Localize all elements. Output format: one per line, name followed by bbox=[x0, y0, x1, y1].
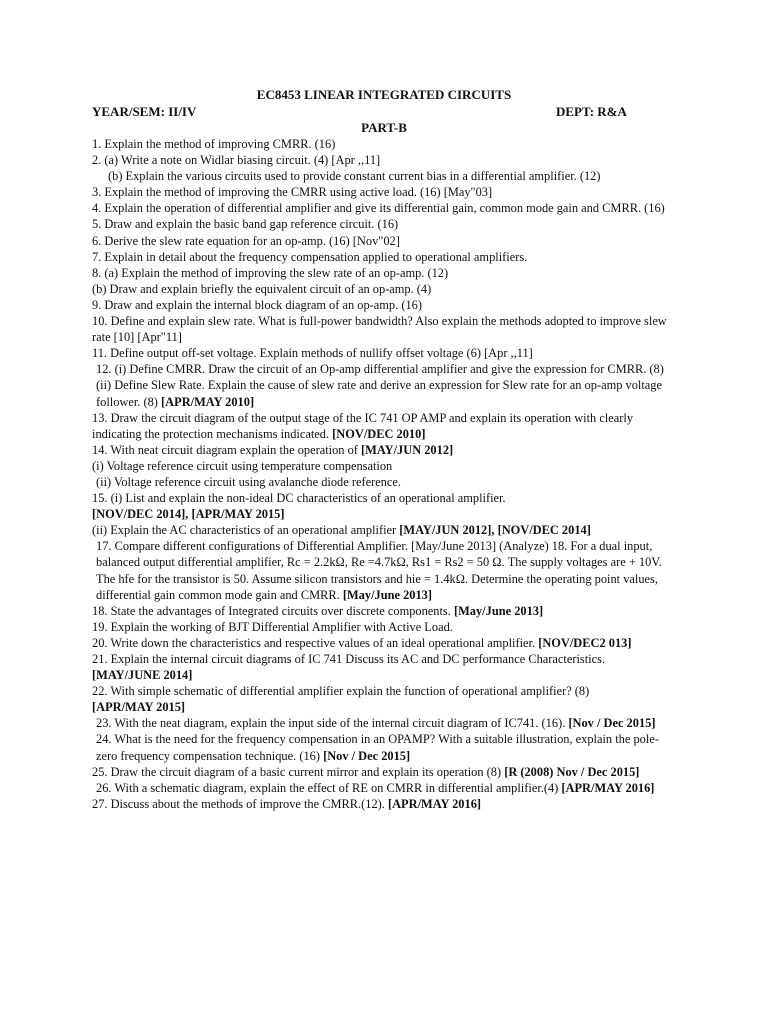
question-item: 8. (a) Explain the method of improving the slew rate of an op-amp. (12) bbox=[92, 265, 449, 280]
question-item: 14. With neat circuit diagram explain the operation of [MAY/JUN 2012] bbox=[92, 442, 454, 457]
question-item: 7. Explain in detail about the frequency compensation applied to operational amplifiers. bbox=[92, 249, 528, 264]
question-item: 9. Draw and explain the internal block diagram of an op-amp. (16) bbox=[92, 297, 422, 312]
question-item: 2. (a) Write a note on Widlar biasing circuit. (4) [Apr ,,11] bbox=[92, 153, 381, 168]
question-item: (b) Explain the various circuits used to provide constant current bias in a differential amplifier. (12) bbox=[108, 169, 601, 184]
question-item: 3. Explain the method of improving the CMRR using active load. (16) [May"03] bbox=[92, 185, 493, 200]
question-item: 11. Define output off-set voltage. Explain methods of nullify offset voltage (6) [Apr ,,11] bbox=[92, 346, 533, 361]
question-item: 17. Compare different configurations of Differential Amplifier. [May/June 2013] (Analyze) 18. For a dual input, balanced output differential amplifier, Rc = 2.2kΩ, Re =4.7kΩ, Rs1 = Rs2 = 50 Ω. The supply voltages are + 10V. The hfe for the transistor is 50. Assume silicon transistors and hie = 1.4kΩ. Determine the operating point values, differential gain common mode gain and CMRR. [May/June 2013] bbox=[96, 539, 662, 602]
question-item: 20. Write down the characteristics and respective values of an ideal operational amplifier. [NOV/DEC2 013] bbox=[92, 635, 632, 650]
question-item: [APR/MAY 2015] bbox=[92, 700, 186, 715]
question-item: 19. Explain the working of BJT Differential Amplifier with Active Load. bbox=[92, 619, 453, 634]
question-item: (ii) Explain the AC characteristics of an operational amplifier [MAY/JUN 2012], [NOV/DEC 2014] bbox=[92, 523, 591, 538]
question-item: 1. Explain the method of improving CMRR. (16) bbox=[92, 137, 336, 151]
question-item: 21. Explain the internal circuit diagrams of IC 741 Discuss its AC and DC performance Characteristics. bbox=[92, 652, 606, 666]
question-item: 13. Draw the circuit diagram of the output stage of the IC 741 OP AMP and explain its operation with clearly indicating the protection mechanisms indicated. [NOV/DEC 2010] bbox=[92, 410, 634, 441]
document-title: EC8453 LINEAR INTEGRATED CIRCUITS bbox=[256, 87, 512, 102]
department: DEPT: R&A bbox=[556, 104, 627, 119]
question-item: 24. What is the need for the frequency compensation in an OPAMP? With a suitable illustration, explain the pole-zero frequency compensation technique. (16) [Nov / Dec 2015] bbox=[96, 732, 659, 763]
question-item: 26. With a schematic diagram, explain the effect of RE on CMRR in differential amplifier.(4) [APR/MAY 2016] bbox=[96, 780, 655, 795]
question-item: (ii) Define Slew Rate. Explain the cause of slew rate and derive an expression for Slew rate for an op-amp voltage follower. (8) [APR/MAY 2010] bbox=[96, 378, 662, 409]
question-item: (i) Voltage reference circuit using temperature compensation bbox=[92, 458, 393, 473]
question-item: 15. (i) List and explain the non-ideal DC characteristics of an operational amplifier. bbox=[92, 491, 506, 506]
question-item: (ii) Voltage reference circuit using avalanche diode reference. bbox=[96, 474, 402, 489]
question-item: 18. State the advantages of Integrated circuits over discrete components. [May/June 2013] bbox=[92, 603, 544, 618]
question-item: 12. (i) Define CMRR. Draw the circuit of an Op-amp differential amplifier and give the expression for CMRR. (8) bbox=[96, 362, 664, 377]
year-semester: YEAR/SEM: II/IV bbox=[92, 104, 197, 119]
question-item: 23. With the neat diagram, explain the input side of the internal circuit diagram of IC741. (16). [Nov / Dec 2015] bbox=[96, 716, 656, 731]
question-item: 25. Draw the circuit diagram of a basic current mirror and explain its operation (8) [R (2008) Nov / Dec 2015] bbox=[92, 764, 640, 779]
question-item: 5. Draw and explain the basic band gap reference circuit. (16) bbox=[92, 217, 399, 232]
question-item: (b) Draw and explain briefly the equivalent circuit of an op-amp. (4) bbox=[92, 281, 432, 296]
part-heading: PART-B bbox=[361, 120, 407, 135]
question-item: 4. Explain the operation of differential amplifier and give its differential gain, common mode gain and CMRR. (16) bbox=[92, 201, 665, 216]
question-list bbox=[92, 136, 670, 812]
question-item: 10. Define and explain slew rate. What is full-power bandwidth? Also explain the methods adopted to improve slew rate [10] [Apr"11] bbox=[92, 314, 667, 345]
question-item: [MAY/JUNE 2014] bbox=[92, 668, 193, 683]
question-item: 27. Discuss about the methods of improve the CMRR.(12). [APR/MAY 2016] bbox=[92, 796, 482, 811]
question-item: 22. With simple schematic of differential amplifier explain the function of operational amplifier? (8) bbox=[92, 684, 590, 699]
question-item: 6. Derive the slew rate equation for an op-amp. (16) [Nov"02] bbox=[92, 233, 400, 248]
question-item: [NOV/DEC 2014], [APR/MAY 2015] bbox=[92, 507, 285, 522]
